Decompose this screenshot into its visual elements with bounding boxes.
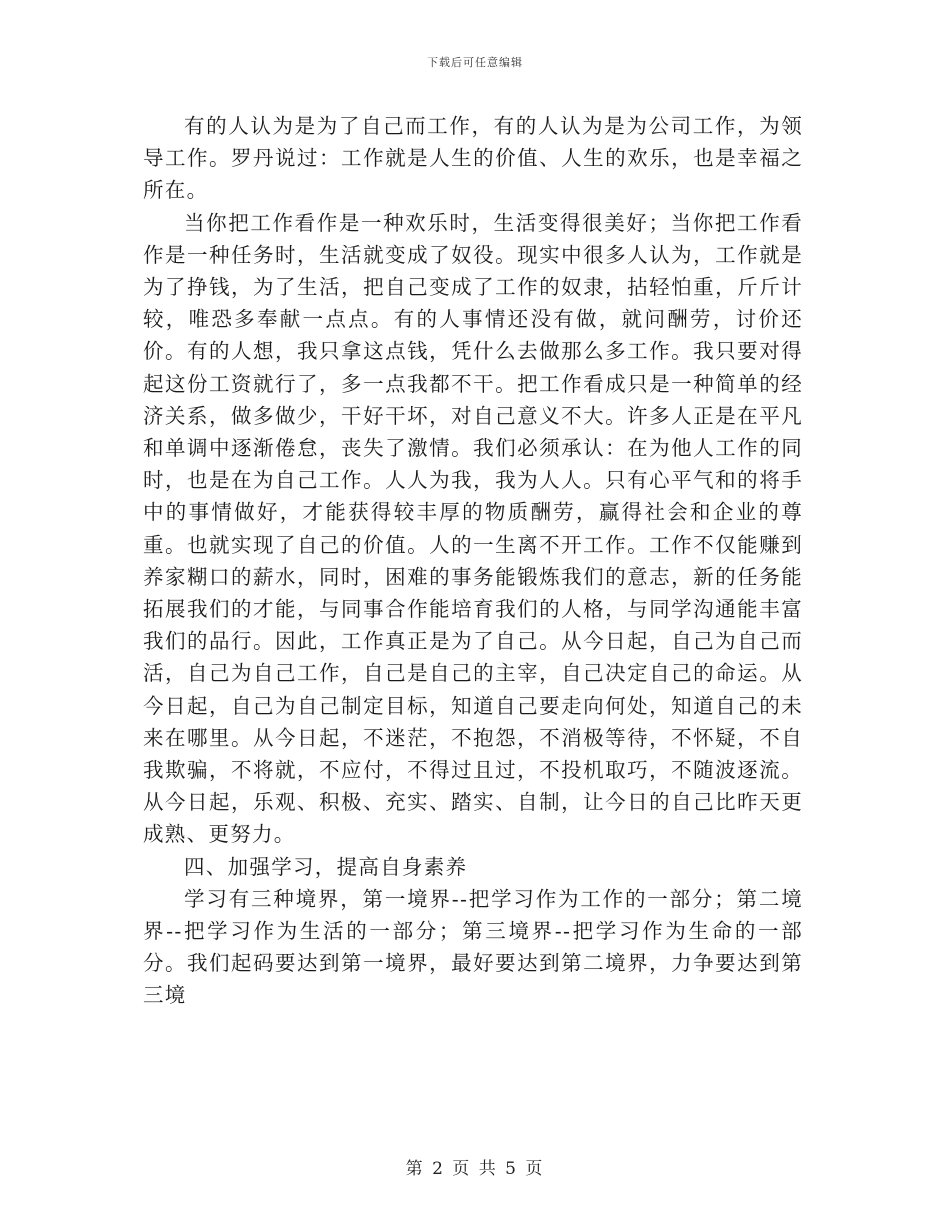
- page-footer: 第 2 页 共 5 页: [405, 1159, 545, 1179]
- page-header: 下载后可任意编辑: [427, 56, 523, 69]
- paragraph-1: 有的人认为是为了自己而工作，有的人认为是为公司工作，为领导工作。罗丹说过：工作就是人生的价值、人生的欢乐，也是幸福之所在。: [143, 114, 803, 203]
- paragraph-3: 学习有三种境界，第一境界--把学习作为工作的一部分；第二境界--把学习作为生活的一部分；第三境界--把学习作为生命的一部分。我们起码要达到第一境界，最好要达到第二境界，力争要达到第三境: [143, 886, 803, 1008]
- paragraph-2: 当你把工作看作是一种欢乐时，生活变得很美好；当你把工作看作是一种任务时，生活就变成了奴役。现实中很多人认为，工作就是为了挣钱，为了生活，把自己变成了工作的奴隶，拈轻怕重，斤斤计较，唯恐多奉献一点点。有的人事情还没有做，就问酬劳，讨价还价。有的人想，我只拿这点钱，凭什么去做那么多工作。我只要对得起这份工资就行了，多一点我都不干。把工作看成只是一种简单的经济关系，做多做少，干好干坏，对自己意义不大。许多人正是在平凡和单调中逐渐倦怠，丧失了激情。我们必须承认：在为他人工作的同时，也是在为自己工作。人人为我，我为人人。只有心平气和的将手中的事情做好，才能获得较丰厚的物质酬劳，赢得社会和企业的尊重。也就实现了自己的价值。人的一生离不开工作。工作不仅能赚到养家糊口的薪水，同时，困难的事务能锻炼我们的意志，新的任务能拓展我们的才能，与同事合作能培育我们的人格，与同学沟通能丰富我们的品行。因此，工作真正是为了自己。从今日起，自己为自己而活，自己为自己工作，自己是自己的主宰，自己决定自己的命运。从今日起，自己为自己制定目标，知道自己要走向何处，知道自己的未来在哪里。从今日起，不迷茫，不抱怨，不消极等待，不怀疑，不自我欺骗，不将就，不应付，不得过且过，不投机取巧，不随波逐流。从今日起，乐观、积极、充实、踏实、自制，让今日的自己比昨天更成熟、更努力。: [143, 210, 803, 847]
- document-body: [143, 110, 803, 1012]
- section-heading: 四、加强学习，提高自身素养: [184, 854, 468, 879]
